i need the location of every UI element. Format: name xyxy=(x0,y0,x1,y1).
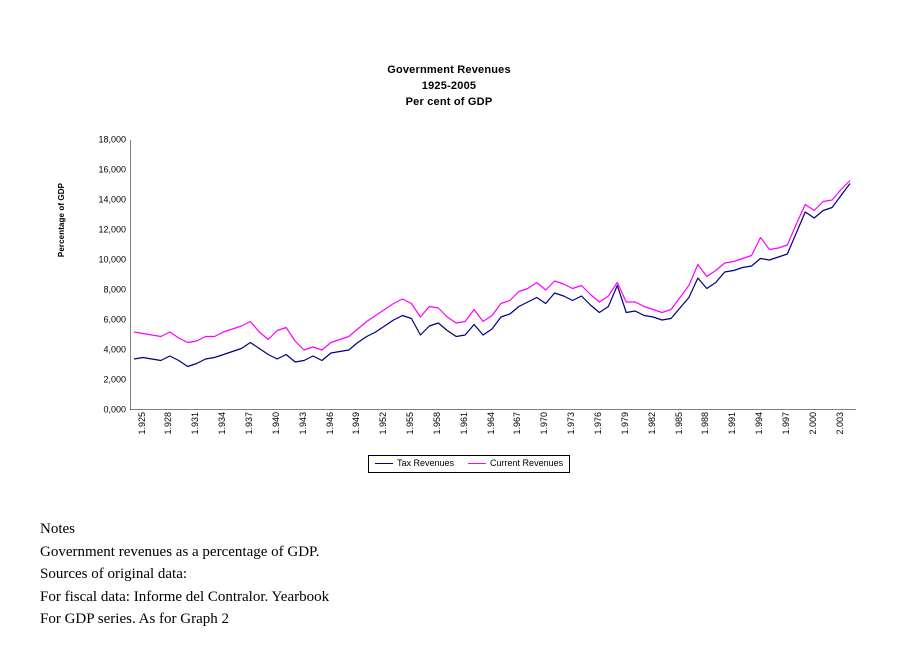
legend-label: Tax Revenues xyxy=(397,458,455,468)
x-tick-label: 1.964 xyxy=(485,412,496,435)
x-tick-label: 1.934 xyxy=(217,412,227,435)
x-tick-label: 1.994 xyxy=(754,412,765,435)
x-tick-label: 1.976 xyxy=(592,412,603,435)
chart-title: Government Revenues xyxy=(387,64,511,76)
chart-legend xyxy=(368,455,570,473)
chart-title-block xyxy=(0,62,898,110)
x-tick-label: 1.991 xyxy=(727,412,738,435)
y-axis-tick-labels xyxy=(76,134,126,415)
x-tick-label: 1.982 xyxy=(646,412,657,435)
x-tick-label: 1.925 xyxy=(136,412,147,435)
x-tick-label: 2.003 xyxy=(834,412,845,435)
y-tick-label: 6,000 xyxy=(103,314,126,325)
x-tick-label: 1.970 xyxy=(539,412,550,435)
x-tick-label: 1.949 xyxy=(351,412,362,435)
y-axis-title: Percentage of GDP xyxy=(57,182,66,258)
x-tick-label: 1.979 xyxy=(619,412,630,435)
series-line-1 xyxy=(134,181,850,351)
x-tick-label: 1.943 xyxy=(297,412,308,435)
legend-item-1[interactable] xyxy=(468,458,563,469)
y-tick-label: 0,000 xyxy=(103,404,126,415)
y-tick-label: 12,000 xyxy=(98,224,126,235)
x-tick-label: 1.967 xyxy=(512,412,523,435)
notes-line-3: For fiscal data: Informe del Contralor. Yearbook xyxy=(40,588,330,605)
x-tick-label: 1.937 xyxy=(243,412,254,435)
x-tick-label: 1.955 xyxy=(405,412,415,435)
legend-item-0[interactable] xyxy=(375,458,454,469)
line-chart-svg xyxy=(130,140,856,410)
legend-label: Current Revenues xyxy=(490,458,564,468)
x-tick-label: 1.931 xyxy=(190,412,201,435)
y-tick-label: 8,000 xyxy=(103,284,126,295)
plot-canvas xyxy=(130,140,856,410)
notes-block xyxy=(40,518,329,631)
chart-subtitle: 1925-2005 xyxy=(421,80,477,92)
y-tick-label: 4,000 xyxy=(103,344,126,355)
x-tick-label: 1.952 xyxy=(378,412,389,435)
x-tick-label: 1.958 xyxy=(431,412,442,435)
y-tick-label: 2,000 xyxy=(103,374,126,385)
series-line-0 xyxy=(134,184,850,367)
chart-subtitle-2: Per cent of GDP xyxy=(405,96,493,108)
y-tick-label: 10,000 xyxy=(98,254,126,265)
notes-line-1: Government revenues as a percentage of GDP. xyxy=(40,543,320,560)
x-tick-label: 1.973 xyxy=(566,412,577,435)
x-tick-label: 1.940 xyxy=(270,412,281,435)
x-tick-label: 1.946 xyxy=(324,412,335,435)
x-tick-label: 2.000 xyxy=(807,412,818,435)
x-tick-label: 1.988 xyxy=(700,412,711,435)
notes-line-4: For GDP series. As for Graph 2 xyxy=(40,611,230,627)
x-tick-label: 1.997 xyxy=(780,412,791,435)
y-tick-label: 16,000 xyxy=(98,164,126,175)
x-tick-label: 1.985 xyxy=(673,412,684,435)
y-tick-label: 18,000 xyxy=(98,134,126,145)
chart-area xyxy=(57,134,860,490)
notes-line-2: Sources of original data: xyxy=(40,566,188,582)
legend-swatch-icon xyxy=(468,463,486,464)
notes-heading: Notes xyxy=(40,521,75,537)
y-tick-label: 14,000 xyxy=(98,194,126,205)
legend-swatch-icon xyxy=(375,463,393,464)
x-tick-label: 1.961 xyxy=(458,412,469,435)
x-tick-label: 1.928 xyxy=(163,412,174,435)
